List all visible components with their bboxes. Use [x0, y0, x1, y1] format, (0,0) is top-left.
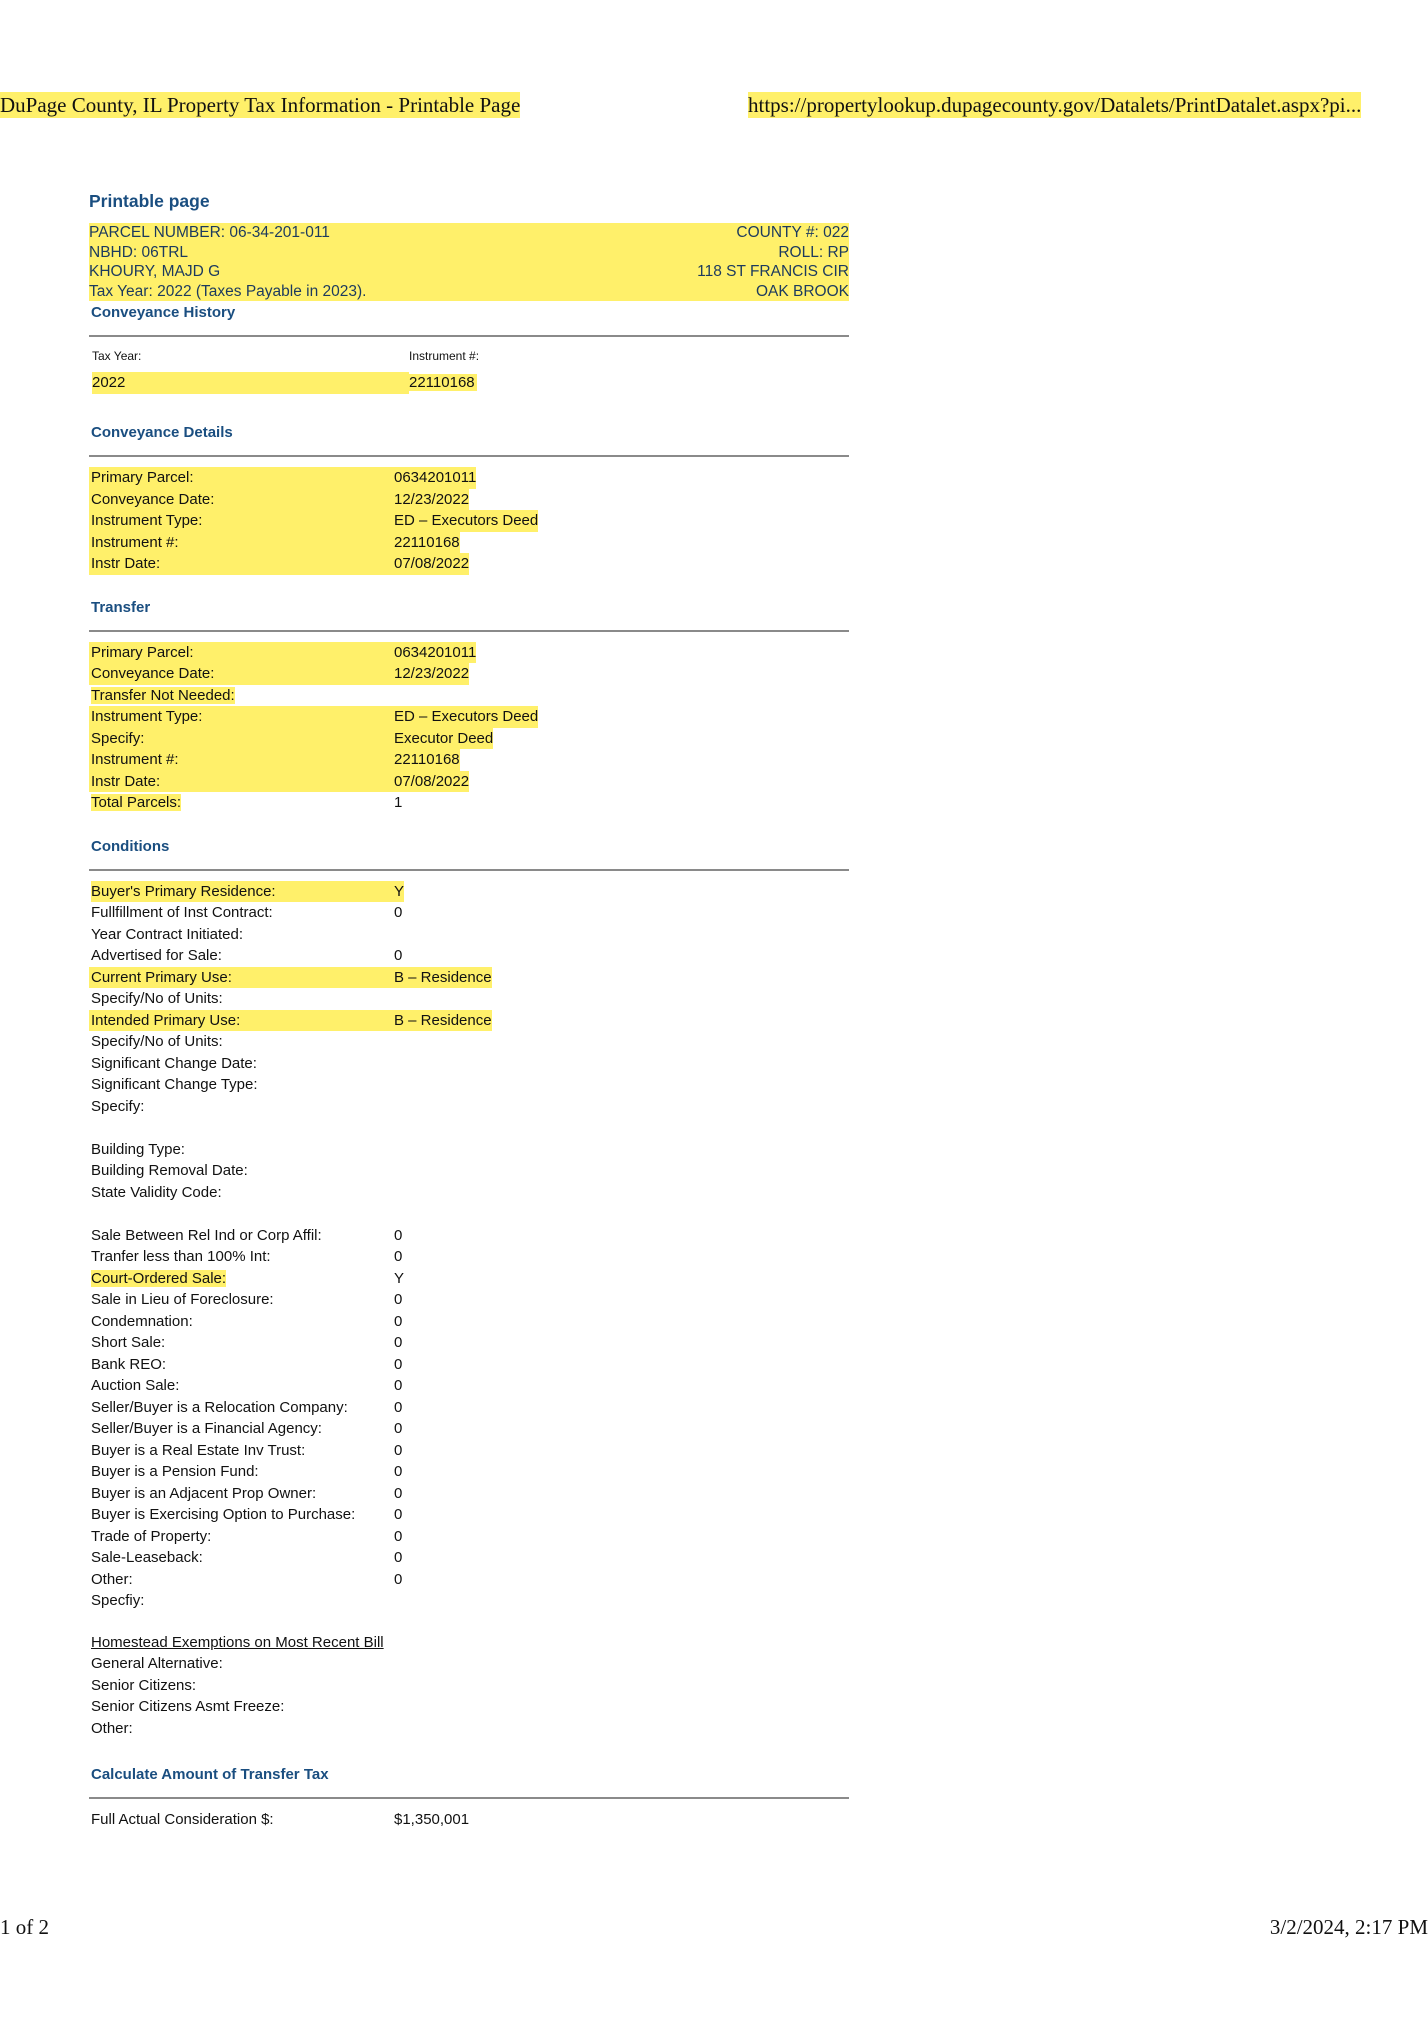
condition-row: [89, 1526, 849, 1548]
section-title: Calculate Amount of Transfer Tax: [91, 1766, 329, 1783]
condition-label: Advertised for Sale:: [91, 947, 222, 964]
condition-row: [89, 1246, 849, 1268]
roll: ROLL: RP: [778, 243, 849, 261]
condition-row: [89, 1504, 849, 1526]
parcel-header-row: [89, 223, 849, 243]
condition-row: [89, 1053, 849, 1075]
condition-row: [89, 1160, 849, 1182]
exemption-row: [89, 1696, 849, 1718]
exemption-label: Other:: [91, 1719, 133, 1737]
section-divider: [89, 630, 849, 632]
condition-row: [89, 1375, 849, 1397]
condition-value: 0: [394, 1355, 403, 1373]
detail-row: [89, 510, 849, 532]
condition-value: 0: [394, 1377, 403, 1394]
conveyance-details-section: [89, 423, 849, 575]
condition-value: 0: [394, 1570, 403, 1588]
transfer-value: 12/23/2022: [394, 663, 469, 685]
condition-label: Auction Sale:: [91, 1377, 180, 1394]
page-count: 1 of 2: [0, 1915, 49, 1939]
browser-print-header: [0, 92, 1428, 118]
condition-label: Short Sale:: [91, 1334, 166, 1351]
detail-value: 07/08/2022: [394, 553, 469, 575]
condition-value: 0: [394, 1420, 403, 1437]
transfer-row: [89, 792, 849, 814]
condition-value: B – Residence: [394, 1010, 492, 1032]
condition-label: Fullfillment of Inst Contract:: [91, 904, 273, 921]
condition-value: 0: [394, 1334, 403, 1351]
section-divider: [89, 1797, 849, 1799]
conditions-section: [89, 837, 849, 1740]
condition-label: Building Type:: [91, 1140, 185, 1158]
condition-value: Y: [394, 881, 404, 903]
conveyance-history-section: [89, 303, 849, 394]
condition-row: [89, 988, 849, 1010]
parcel-header-row: [89, 282, 849, 302]
condition-value: 0: [394, 1398, 403, 1416]
tax-year: Tax Year: 2022 (Taxes Payable in 2023).: [89, 282, 367, 300]
condition-label: Current Primary Use:: [89, 967, 394, 989]
condition-row: [89, 1483, 849, 1505]
detail-row: [89, 532, 849, 554]
condition-value: 0: [394, 947, 403, 964]
condition-row: [89, 1569, 849, 1591]
condition-label: Specify/No of Units:: [91, 990, 223, 1007]
condition-label: Buyer is Exercising Option to Purchase:: [91, 1506, 356, 1523]
transfer-label: Total Parcels:: [91, 794, 182, 811]
detail-row: [89, 553, 849, 575]
parcel-header-row: [89, 262, 849, 282]
detail-label: Primary Parcel:: [89, 467, 394, 489]
condition-value: 0: [394, 1506, 403, 1523]
conveyance-history-header: [89, 347, 849, 365]
transfer-row: [89, 771, 849, 793]
county-number: COUNTY #: 022: [736, 224, 849, 241]
detail-label: Instrument Type:: [89, 510, 394, 532]
condition-value: B – Residence: [394, 967, 492, 989]
condition-value: Y: [394, 1269, 405, 1287]
condition-label: Specfiy:: [91, 1592, 145, 1609]
condition-label: Intended Primary Use:: [89, 1010, 394, 1032]
transfer-row: [89, 728, 849, 750]
condition-row: [89, 1268, 849, 1290]
owner-name: KHOURY, MAJD G: [89, 263, 221, 280]
transfer-row: [89, 685, 849, 707]
transfer-tax-row: [89, 1809, 849, 1831]
condition-row: [89, 945, 849, 967]
transfer-value: 22110168: [394, 749, 460, 771]
transfer-value: Executor Deed: [394, 728, 493, 750]
conveyance-history-row: [89, 372, 849, 394]
transfer-label: Conveyance Date:: [89, 663, 394, 685]
condition-label: Other:: [91, 1570, 133, 1588]
condition-row: [89, 902, 849, 924]
parcel-header-row: [89, 243, 849, 263]
condition-row: [89, 1182, 849, 1204]
transfer-label: Instrument Type:: [89, 706, 394, 728]
exemption-row: [89, 1675, 849, 1697]
print-header-title: DuPage County, IL Property Tax Information - Printable Page: [0, 93, 521, 117]
history-tax-year: 2022: [92, 372, 409, 394]
print-datetime: 3/2/2024, 2:17 PM: [1269, 1915, 1428, 1939]
condition-row: [89, 1590, 849, 1612]
property-city: OAK BROOK: [755, 282, 849, 300]
condition-label: Year Contract Initiated:: [91, 925, 244, 943]
condition-label: Sale-Leaseback:: [91, 1549, 203, 1566]
section-divider: [89, 455, 849, 457]
section-divider: [89, 335, 849, 337]
detail-label: Conveyance Date:: [89, 489, 394, 511]
condition-row: [89, 1139, 849, 1161]
condition-label: Condemnation:: [91, 1312, 193, 1330]
condition-label: Buyer is a Pension Fund:: [91, 1463, 259, 1480]
transfer-row: [89, 663, 849, 685]
condition-row: [89, 1289, 849, 1311]
transfer-label: Instr Date:: [89, 771, 394, 793]
condition-row: [89, 1010, 849, 1032]
section-divider: [89, 869, 849, 871]
transfer-value: 1: [394, 794, 403, 811]
transfer-row: [89, 642, 849, 664]
transfer-section: [89, 598, 849, 814]
condition-label: Buyer is an Adjacent Prop Owner:: [91, 1484, 317, 1502]
history-instrument: 22110168: [409, 374, 475, 391]
condition-row: [89, 1354, 849, 1376]
exemption-row: [89, 1718, 849, 1740]
transfer-value: 07/08/2022: [394, 771, 469, 793]
condition-row: [89, 1074, 849, 1096]
exemption-label: Senior Citizens:: [91, 1676, 197, 1694]
condition-row: [89, 881, 849, 903]
condition-label: Sale Between Rel Ind or Corp Affil:: [91, 1226, 322, 1244]
condition-label: Buyer's Primary Residence:: [91, 881, 394, 903]
transfer-tax-value: $1,350,001: [394, 1811, 470, 1828]
homestead-exemptions-heading: Homestead Exemptions on Most Recent Bill: [91, 1634, 384, 1651]
condition-row: [89, 1031, 849, 1053]
column-header-instrument: Instrument #:: [409, 349, 480, 363]
transfer-label: Transfer Not Needed:: [91, 686, 235, 704]
transfer-label: Instrument #:: [89, 749, 394, 771]
condition-row: [89, 1332, 849, 1354]
transfer-label: Specify:: [89, 728, 394, 750]
transfer-tax-section: [89, 1765, 849, 1831]
condition-value: 0: [394, 1441, 403, 1459]
print-header-url: https://propertylookup.dupagecounty.gov/Datalets/PrintDatalet.aspx?pi...: [748, 93, 1362, 117]
detail-value: ED – Executors Deed: [394, 510, 538, 532]
transfer-value: 0634201011: [394, 642, 476, 664]
parcel-header: [89, 223, 849, 301]
exemption-row: [89, 1653, 849, 1675]
condition-row: [89, 1311, 849, 1333]
condition-row: [89, 1547, 849, 1569]
condition-label: Significant Change Date:: [91, 1054, 257, 1072]
condition-label: Specify/No of Units:: [91, 1033, 223, 1050]
transfer-label: Primary Parcel:: [89, 642, 394, 664]
neighborhood: NBHD: 06TRL: [89, 243, 189, 261]
condition-row: [89, 924, 849, 946]
condition-value: 0: [394, 1312, 403, 1330]
condition-row: [89, 1418, 849, 1440]
detail-value: 22110168: [394, 532, 460, 554]
exemption-label: Senior Citizens Asmt Freeze:: [91, 1698, 285, 1715]
condition-value: 0: [394, 1248, 403, 1265]
condition-label: Tranfer less than 100% Int:: [91, 1248, 271, 1265]
condition-label: Trade of Property:: [91, 1527, 212, 1545]
condition-label: Seller/Buyer is a Relocation Company:: [91, 1398, 348, 1416]
condition-value: 0: [394, 1527, 403, 1545]
condition-value: 0: [394, 1549, 403, 1566]
transfer-row: [89, 749, 849, 771]
detail-row: [89, 489, 849, 511]
detail-row: [89, 467, 849, 489]
condition-value: 0: [394, 904, 403, 921]
section-title: Conveyance History: [91, 304, 236, 321]
condition-row: [89, 1225, 849, 1247]
transfer-tax-label: Full Actual Consideration $:: [91, 1811, 274, 1828]
detail-label: Instrument #:: [89, 532, 394, 554]
condition-value: 0: [394, 1226, 403, 1244]
page-title: Printable page: [89, 191, 210, 211]
condition-label: Seller/Buyer is a Financial Agency:: [91, 1420, 322, 1437]
condition-row: [89, 1440, 849, 1462]
section-title: Conditions: [91, 837, 170, 855]
condition-value: 0: [394, 1291, 403, 1308]
detail-value: 0634201011: [394, 467, 476, 489]
condition-value: 0: [394, 1484, 403, 1502]
section-title: Conveyance Details: [91, 424, 233, 441]
condition-label: Buyer is a Real Estate Inv Trust:: [91, 1441, 306, 1459]
exemption-label: General Alternative:: [91, 1655, 223, 1672]
condition-label: State Validity Code:: [91, 1183, 222, 1201]
condition-label: Court-Ordered Sale:: [91, 1269, 227, 1287]
condition-value: 0: [394, 1463, 403, 1480]
condition-label: Specify:: [91, 1097, 145, 1115]
parcel-number: PARCEL NUMBER: 06-34-201-011: [89, 224, 330, 241]
section-title: Transfer: [91, 598, 151, 616]
condition-label: Bank REO:: [91, 1355, 167, 1373]
condition-row: [89, 1397, 849, 1419]
detail-label: Instr Date:: [89, 553, 394, 575]
condition-label: Building Removal Date:: [91, 1162, 248, 1179]
property-address: 118 ST FRANCIS CIR: [697, 263, 849, 280]
detail-value: 12/23/2022: [394, 489, 469, 511]
condition-row: [89, 967, 849, 989]
condition-label: Significant Change Type:: [91, 1076, 258, 1093]
transfer-value: ED – Executors Deed: [394, 706, 538, 728]
condition-row: [89, 1461, 849, 1483]
printable-content: [89, 188, 849, 1831]
transfer-row: [89, 706, 849, 728]
condition-row: [89, 1096, 849, 1118]
condition-label: Sale in Lieu of Foreclosure:: [91, 1291, 274, 1308]
column-header-tax-year: Tax Year:: [92, 349, 142, 363]
